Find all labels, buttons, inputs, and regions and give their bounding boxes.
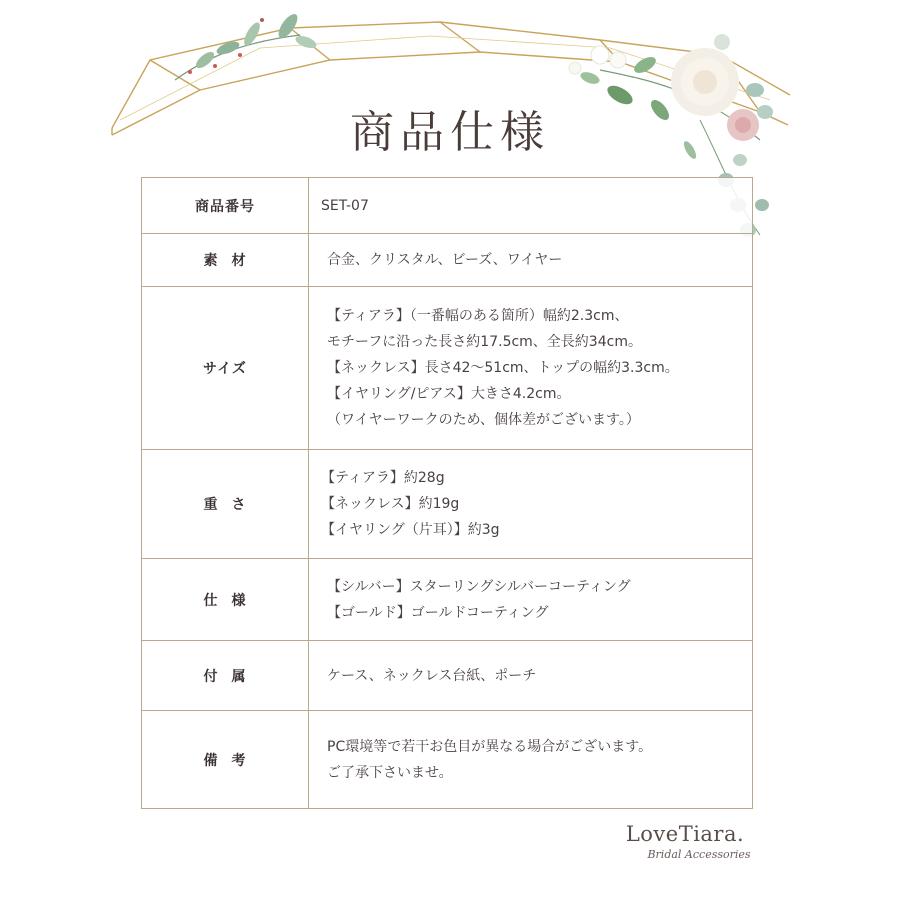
row-label-weight: 重さ <box>142 450 309 559</box>
product-spec-table <box>141 177 753 809</box>
row-label-specification: 仕様 <box>142 559 309 641</box>
value-line: ご了承下さいませ。 <box>327 764 453 781</box>
value-line: 【ゴールド】ゴールドコーティング <box>327 604 549 621</box>
value-line: 【ネックレス】約19g <box>321 496 460 512</box>
row-label-accessories: 付属 <box>142 641 309 711</box>
row-value-size <box>309 287 753 450</box>
row-label-size: サイズ <box>142 287 309 450</box>
left-leaf-sprig <box>175 11 318 80</box>
table-row <box>142 450 753 559</box>
value-line: 【イヤリング/ピアス】大きさ4.2cm。 <box>327 386 571 402</box>
row-value-remarks <box>309 711 753 809</box>
brand-logo <box>600 822 770 861</box>
value-line: 【ティアラ】（一番幅のある箇所）幅約2.3cm、 <box>327 308 629 324</box>
row-value-specification <box>309 559 753 641</box>
row-label-material: 素材 <box>142 234 309 287</box>
value-line: 合金、クリスタル、ビーズ、ワイヤー <box>327 252 563 268</box>
value-line: ケース、ネックレス台紙、ポーチ <box>327 667 537 684</box>
value-line: PC環境等で若干お色目が異なる場合がございます。 <box>327 738 653 755</box>
row-value-material <box>309 234 753 287</box>
value-line: モチーフに沿った長さ約17.5cm、全長約34cm。 <box>327 334 642 350</box>
value-line: 【イヤリング（片耳）】約3g <box>321 522 500 538</box>
table-row <box>142 711 753 809</box>
table-row <box>142 178 753 234</box>
brand-name: LoveTiara. <box>625 822 745 846</box>
value-line: 【ティアラ】約28g <box>321 470 445 486</box>
row-label-remarks: 備考 <box>142 711 309 809</box>
table-row <box>142 559 753 641</box>
table-row <box>142 641 753 711</box>
row-value-product-number <box>309 178 753 234</box>
row-value-accessories <box>309 641 753 711</box>
table-row <box>142 287 753 450</box>
value-line: （ワイヤーワークのため、個体差がございます。） <box>327 412 640 428</box>
value-line: SET-07 <box>321 197 369 214</box>
page-title: 商品仕様 <box>350 107 550 158</box>
table-row <box>142 234 753 287</box>
row-value-weight <box>309 450 753 559</box>
brand-subtitle: Bridal Accessories <box>647 848 751 861</box>
value-line: 【ネックレス】長さ42〜51cm、トップの幅約3.3cm。 <box>327 360 679 376</box>
row-label-product-number: 商品番号 <box>142 178 309 234</box>
value-line: 【シルバー】スターリングシルバーコーティング <box>327 578 631 595</box>
